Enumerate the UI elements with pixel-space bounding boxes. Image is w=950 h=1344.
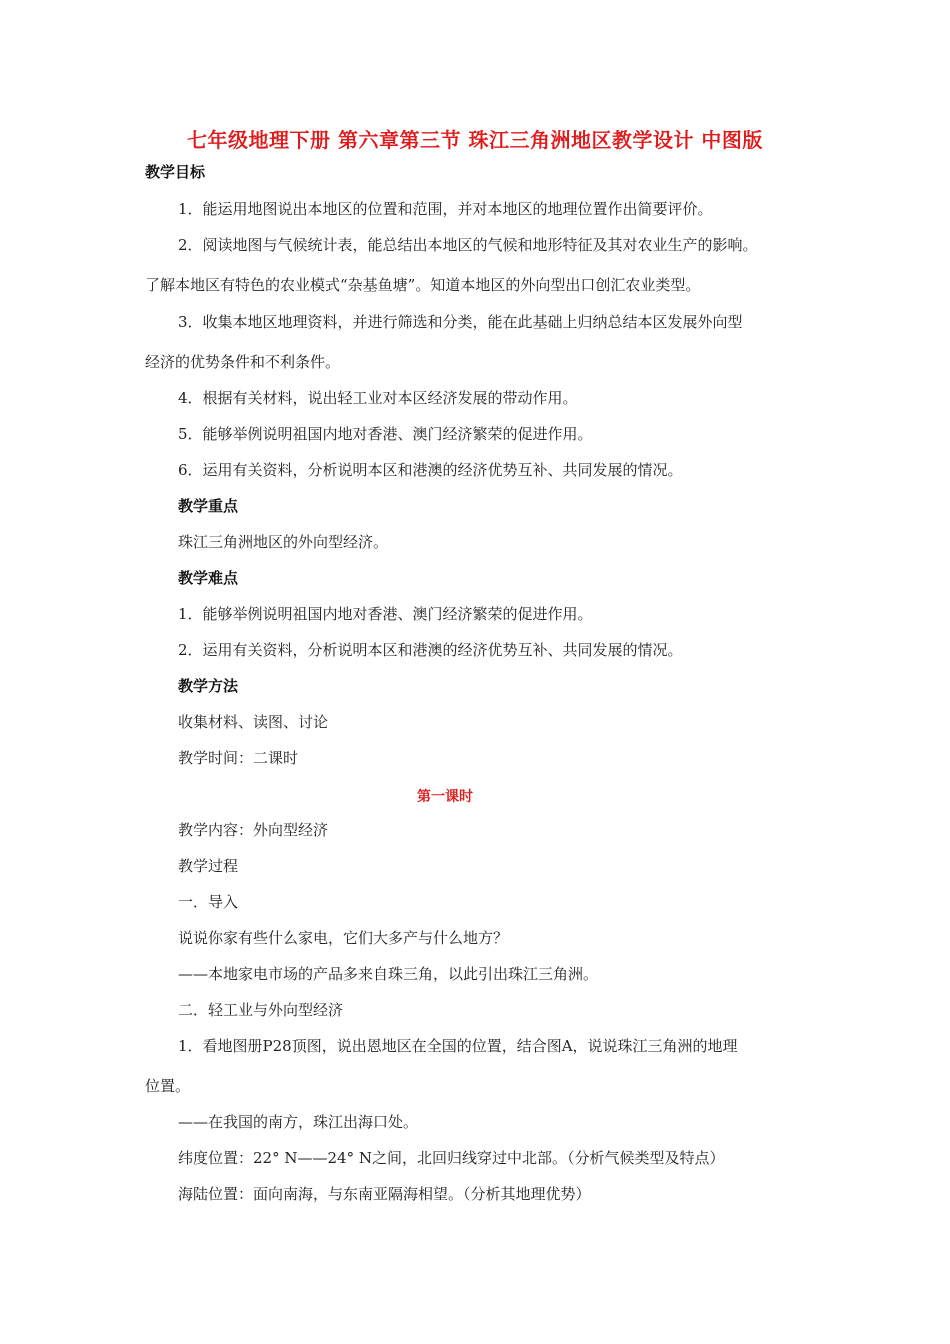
objective-item-6: 6．运用有关资料，分析说明本区和港澳的经济优势互补、共同发展的情况。: [178, 461, 683, 479]
lesson-1-process: 教学过程: [178, 857, 239, 875]
lesson-1-step-1: 一．导入: [178, 893, 239, 911]
objective-item-4: 4．根据有关材料，说出轻工业对本区经济发展的带动作用。: [178, 389, 578, 407]
lesson-1-answer-2: ——在我国的南方，珠江出海口处。: [178, 1113, 419, 1131]
objective-item-3-line-1: 3．收集本地区地理资料，并进行筛选和分类，能在此基础上归纳总结本区发展外向型: [178, 313, 743, 331]
objective-item-1: 1．能运用地图说出本地区的位置和范围，并对本地区的地理位置作出简要评价。: [178, 200, 713, 218]
teaching-time: 教学时间：二课时: [178, 749, 299, 767]
objectives-heading: 教学目标: [145, 163, 206, 181]
objective-item-3-line-2: 经济的优势条件和不利条件。: [145, 353, 341, 371]
lesson-1-content: 教学内容：外向型经济: [178, 821, 329, 839]
lesson-1-point-1-line-1: 1．看地图册P28顶图，说出恩地区在全国的位置，结合图A，说说珠江三角洲的地理: [178, 1037, 738, 1055]
difficulties-heading: 教学难点: [178, 569, 239, 587]
key-points-text: 珠江三角洲地区的外向型经济。: [178, 533, 389, 551]
sea-land-position: 海陆位置：面向南海，与东南亚隔海相望。（分析其地理优势）: [178, 1185, 591, 1203]
methods-text: 收集材料、读图、讨论: [178, 713, 329, 731]
lesson-1-point-1-line-2: 位置。: [145, 1077, 191, 1095]
lesson-1-question-1: 说说你家有些什么家电，它们大多产与什么地方？: [178, 929, 509, 947]
lesson-1-step-2: 二．轻工业与外向型经济: [178, 1001, 344, 1019]
lesson-1-answer-1: ——本地家电市场的产品多来自珠三角，以此引出珠江三角洲。: [178, 965, 599, 983]
objective-item-5: 5．能够举例说明祖国内地对香港、澳门经济繁荣的促进作用。: [178, 425, 593, 443]
methods-heading: 教学方法: [178, 677, 239, 695]
objective-item-2-line-2: 了解本地区有特色的农业模式“杂基鱼塘”。知道本地区的外向型出口创汇农业类型。: [145, 276, 701, 294]
key-points-heading: 教学重点: [178, 497, 239, 515]
objective-item-2-line-1: 2．阅读地图与气候统计表，能总结出本地区的气候和地形特征及其对农业生产的影响。: [178, 236, 758, 254]
latitude-position: 纬度位置：22° N——24° N之间，北回归线穿过中北部。（分析气候类型及特点）: [178, 1149, 725, 1167]
lesson-1-title: 第一课时: [417, 789, 473, 805]
difficulty-item-2: 2．运用有关资料，分析说明本区和港澳的经济优势互补、共同发展的情况。: [178, 641, 683, 659]
document-title: 七年级地理下册 第六章第三节 珠江三角洲地区教学设计 中图版: [187, 128, 763, 152]
difficulty-item-1: 1．能够举例说明祖国内地对香港、澳门经济繁荣的促进作用。: [178, 605, 593, 623]
